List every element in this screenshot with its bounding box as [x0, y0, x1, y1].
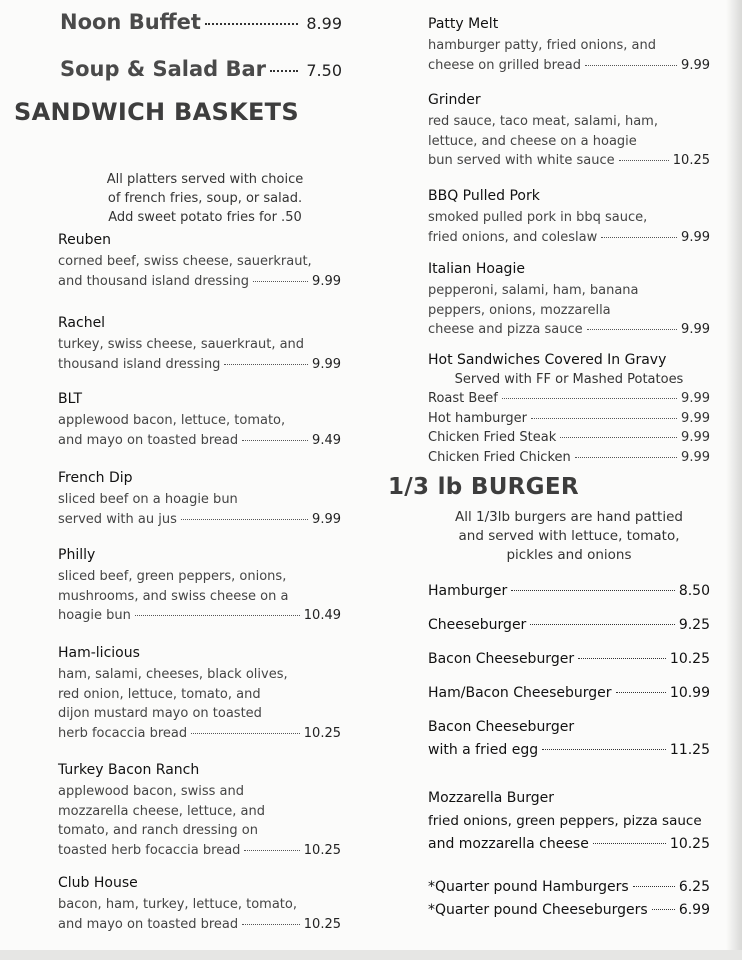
description-line	[428, 56, 710, 76]
description-text: red sauce, taco meat, salami, ham,	[428, 114, 658, 129]
item-description	[428, 36, 710, 75]
description-text: bun served with white sauce	[428, 153, 615, 168]
item-price: 9.99	[681, 322, 710, 337]
menu-item	[428, 259, 710, 340]
dot-leader	[205, 23, 298, 25]
soup-salad-bar	[60, 57, 342, 81]
description-line	[58, 782, 341, 802]
description-line	[58, 802, 341, 822]
dot-leader	[242, 440, 308, 441]
egg-name: Bacon Cheeseburger	[428, 719, 575, 735]
menu-item	[428, 90, 710, 171]
dot-leader	[181, 519, 308, 520]
dot-leader	[542, 749, 666, 750]
egg-desc: with a fried egg	[428, 742, 539, 758]
dot-leader	[244, 850, 299, 851]
item-description	[428, 112, 710, 171]
gravy-subtitle: Served with FF or Mashed Potatoes	[454, 372, 684, 387]
burger-item-price: 8.50	[678, 583, 710, 599]
item-price: 10.49	[303, 608, 341, 623]
menu-item	[58, 468, 341, 529]
description-text: corned beef, swiss cheese, sauerkraut,	[58, 254, 312, 269]
noon-buffet	[60, 10, 342, 34]
description-text: and mayo on toasted bread	[58, 916, 239, 932]
dot-leader	[531, 418, 677, 419]
burger-item-label: Cheeseburger	[428, 617, 527, 633]
mozzarella-burger	[428, 787, 710, 856]
description-line	[428, 320, 710, 340]
item-name: Turkey Bacon Ranch	[58, 762, 200, 778]
item-name: Reuben	[58, 232, 111, 248]
burger-item	[428, 682, 710, 705]
description-text: mozzarella cheese, lettuce, and	[58, 803, 265, 819]
burger-list	[428, 580, 710, 716]
egg-line2	[428, 739, 710, 762]
burger-title: 1/3 lb BURGER	[388, 474, 579, 500]
menu-item	[58, 389, 341, 450]
quarter-item-price: 6.99	[678, 902, 710, 918]
dot-leader	[575, 457, 677, 458]
description-text: red onion, lettuce, tomato, and	[58, 686, 261, 702]
noon-buffet-label: Noon Buffet	[60, 10, 201, 34]
description-line	[58, 606, 341, 626]
description-line	[428, 112, 710, 132]
gravy-item-price: 9.99	[681, 430, 710, 445]
dot-leader	[560, 437, 677, 438]
dot-leader	[502, 398, 677, 399]
item-name: Club House	[58, 875, 138, 891]
item-name: Ham-licious	[58, 645, 140, 661]
egg-line1	[428, 716, 710, 739]
description-line	[428, 208, 710, 228]
gravy-item-price: 9.99	[681, 449, 710, 465]
item-description	[58, 335, 341, 374]
item-price: 9.99	[312, 511, 341, 527]
description-line	[58, 724, 341, 744]
item-price: 9.49	[312, 432, 341, 448]
description-text: turkey, swiss cheese, sauerkraut, and	[58, 337, 305, 352]
dot-leader	[616, 692, 666, 693]
dot-leader	[242, 924, 300, 925]
item-name: Italian Hoagie	[428, 261, 525, 277]
description-line	[428, 151, 710, 171]
burger-item-label: Ham/Bacon Cheeseburger	[428, 685, 612, 701]
gravy-item-label: Hot hamburger	[428, 410, 528, 426]
burger-item-price: 10.99	[669, 685, 710, 701]
description-text: ham, salami, cheeses, black olives,	[58, 667, 288, 682]
dot-leader	[578, 658, 666, 659]
quarter-item-price: 6.25	[678, 879, 710, 895]
dot-leader	[585, 65, 677, 66]
item-price: 9.99	[681, 229, 710, 245]
burger-item-price: 9.25	[678, 617, 710, 633]
item-description	[428, 208, 710, 247]
item-name: Rachel	[58, 315, 106, 331]
note-line: All 1/3lb burgers are hand pattied	[455, 509, 683, 525]
item-name: Patty Melt	[428, 16, 499, 32]
note-line: and served with lettuce, tomato,	[458, 528, 680, 544]
description-line	[58, 272, 341, 292]
description-text: smoked pulled pork in bbq sauce,	[428, 210, 648, 225]
item-name: BLT	[58, 391, 83, 407]
description-text: applewood bacon, lettuce, tomato,	[58, 413, 286, 428]
menu-item	[58, 230, 341, 291]
item-price: 9.99	[312, 356, 341, 372]
description-text: fried onions, and coleslaw	[428, 229, 598, 245]
menu-item	[58, 643, 341, 743]
gravy-item-label: Chicken Fried Chicken	[428, 449, 571, 465]
description-line	[58, 821, 341, 841]
description-line	[58, 335, 341, 355]
description-line	[428, 132, 710, 152]
menu-item	[428, 14, 710, 75]
noon-buffet-price: 8.99	[306, 14, 342, 33]
description-line	[58, 490, 341, 510]
description-text: peppers, onions, mozzarella	[428, 302, 611, 318]
burger-item-price: 10.25	[669, 651, 710, 667]
gravy-item	[428, 448, 710, 468]
dot-leader	[652, 909, 675, 910]
description-line	[428, 301, 710, 321]
note-line: of french fries, soup, or salad.	[107, 191, 303, 206]
description-line	[58, 685, 341, 705]
gravy-section	[428, 350, 710, 467]
burger-item	[428, 648, 710, 671]
page-edge-shadow	[726, 0, 742, 950]
gravy-item-price: 9.99	[681, 410, 710, 426]
gravy-item-label: Chicken Fried Steak	[428, 430, 557, 445]
gravy-item-price: 9.99	[681, 391, 710, 406]
soup-salad-label: Soup & Salad Bar	[60, 57, 267, 81]
dot-leader	[511, 590, 675, 591]
note-line: All platters served with choice	[106, 172, 304, 187]
egg-price: 11.25	[669, 742, 710, 758]
note-line: pickles and onions	[506, 547, 632, 563]
gravy-item	[428, 389, 710, 409]
description-text: cheese on grilled bread	[428, 57, 581, 73]
description-line	[58, 841, 341, 861]
burger-item	[428, 580, 710, 603]
mozz-desc2: and mozzarella cheese	[428, 836, 589, 852]
gravy-item-label: Roast Beef	[428, 391, 498, 406]
description-text: cheese and pizza sauce	[428, 322, 583, 337]
description-text: tomato, and ranch dressing on	[58, 823, 258, 838]
item-price: 9.99	[312, 273, 341, 289]
description-text: toasted herb focaccia bread	[58, 842, 241, 858]
description-text: applewood bacon, swiss and	[58, 784, 244, 799]
item-description	[58, 411, 341, 450]
item-name: Philly	[58, 547, 96, 563]
item-name: BBQ Pulled Pork	[428, 188, 540, 204]
item-description	[58, 782, 341, 860]
description-line	[58, 665, 341, 685]
gravy-title: Hot Sandwiches Covered In Gravy	[428, 352, 667, 368]
menu-item	[58, 313, 341, 374]
item-name: Grinder	[428, 92, 481, 108]
quarter-item-label: *Quarter pound Cheeseburgers	[428, 902, 648, 918]
burger-item-label: Bacon Cheeseburger	[428, 651, 575, 667]
sandwich-note	[60, 170, 350, 227]
item-name: French Dip	[58, 470, 133, 486]
menu-item	[58, 545, 341, 626]
item-price: 10.25	[672, 153, 710, 168]
item-price: 9.99	[681, 57, 710, 73]
description-line	[58, 915, 341, 935]
sandwich-baskets-title: SANDWICH BASKETS	[14, 98, 299, 126]
dot-leader	[253, 281, 308, 282]
quarter-pound-list	[428, 876, 710, 922]
mozz-name-row	[428, 787, 710, 810]
description-line	[58, 895, 341, 915]
description-text: lettuce, and cheese on a hoagie	[428, 133, 637, 149]
description-text: pepperoni, salami, ham, banana	[428, 283, 639, 298]
menu-item	[58, 760, 341, 860]
description-line	[58, 704, 341, 724]
description-text: and thousand island dressing	[58, 273, 250, 289]
dot-leader	[633, 886, 675, 887]
description-text: sliced beef on a hoagie bun	[58, 492, 238, 507]
menu-item	[58, 873, 341, 934]
note-line: Add sweet potato fries for .50	[108, 210, 302, 225]
description-text: and mayo on toasted bread	[58, 432, 239, 448]
item-description	[58, 895, 341, 934]
item-description	[58, 490, 341, 529]
quarter-item-label: *Quarter pound Hamburgers	[428, 879, 629, 895]
description-text: sliced beef, green peppers, onions,	[58, 569, 287, 584]
dot-leader	[619, 160, 669, 161]
burger-note	[428, 508, 710, 565]
description-text: hamburger patty, fried onions, and	[428, 38, 656, 53]
description-line	[58, 510, 341, 530]
description-line	[58, 587, 341, 607]
soup-salad-price: 7.50	[306, 61, 342, 80]
quarter-item	[428, 899, 710, 922]
description-line	[58, 252, 341, 272]
item-price: 10.25	[303, 725, 341, 741]
description-text: thousand island dressing	[58, 356, 221, 372]
gravy-item	[428, 428, 710, 448]
description-text: herb focaccia bread	[58, 725, 188, 741]
mozz-desc1: fried onions, green peppers, pizza sauce	[428, 813, 702, 829]
item-description	[58, 252, 341, 291]
description-line	[58, 567, 341, 587]
menu-item	[428, 186, 710, 247]
dot-leader	[587, 329, 677, 330]
dot-leader	[270, 70, 298, 72]
mozz-line2-row	[428, 833, 710, 856]
description-text: hoagie bun	[58, 608, 131, 623]
description-text: dijon mustard mayo on toasted	[58, 706, 262, 721]
item-description	[58, 567, 341, 626]
description-text: mushrooms, and swiss cheese on a	[58, 588, 289, 604]
dot-leader	[530, 624, 675, 625]
mozz-line1-row	[428, 810, 710, 833]
page-bottom-edge	[0, 950, 742, 960]
item-description	[428, 281, 710, 340]
description-line	[428, 228, 710, 248]
description-line	[428, 36, 710, 56]
burger-fried-egg	[428, 716, 710, 762]
item-description	[58, 665, 341, 743]
description-text: served with au jus	[58, 511, 177, 527]
dot-leader	[191, 733, 300, 734]
item-price: 10.25	[303, 842, 341, 858]
dot-leader	[601, 237, 677, 238]
dot-leader	[593, 843, 666, 844]
burger-item	[428, 614, 710, 637]
item-price: 10.25	[303, 916, 341, 932]
description-line	[58, 355, 341, 375]
description-line	[58, 431, 341, 451]
dot-leader	[224, 364, 308, 365]
mozz-price: 10.25	[669, 836, 710, 852]
burger-item-label: Hamburger	[428, 583, 508, 599]
mozz-name: Mozzarella Burger	[428, 790, 555, 806]
quarter-item	[428, 876, 710, 899]
description-line	[58, 411, 341, 431]
description-line	[428, 281, 710, 301]
dot-leader	[135, 615, 300, 616]
description-text: bacon, ham, turkey, lettuce, tomato,	[58, 897, 297, 912]
gravy-item	[428, 409, 710, 429]
